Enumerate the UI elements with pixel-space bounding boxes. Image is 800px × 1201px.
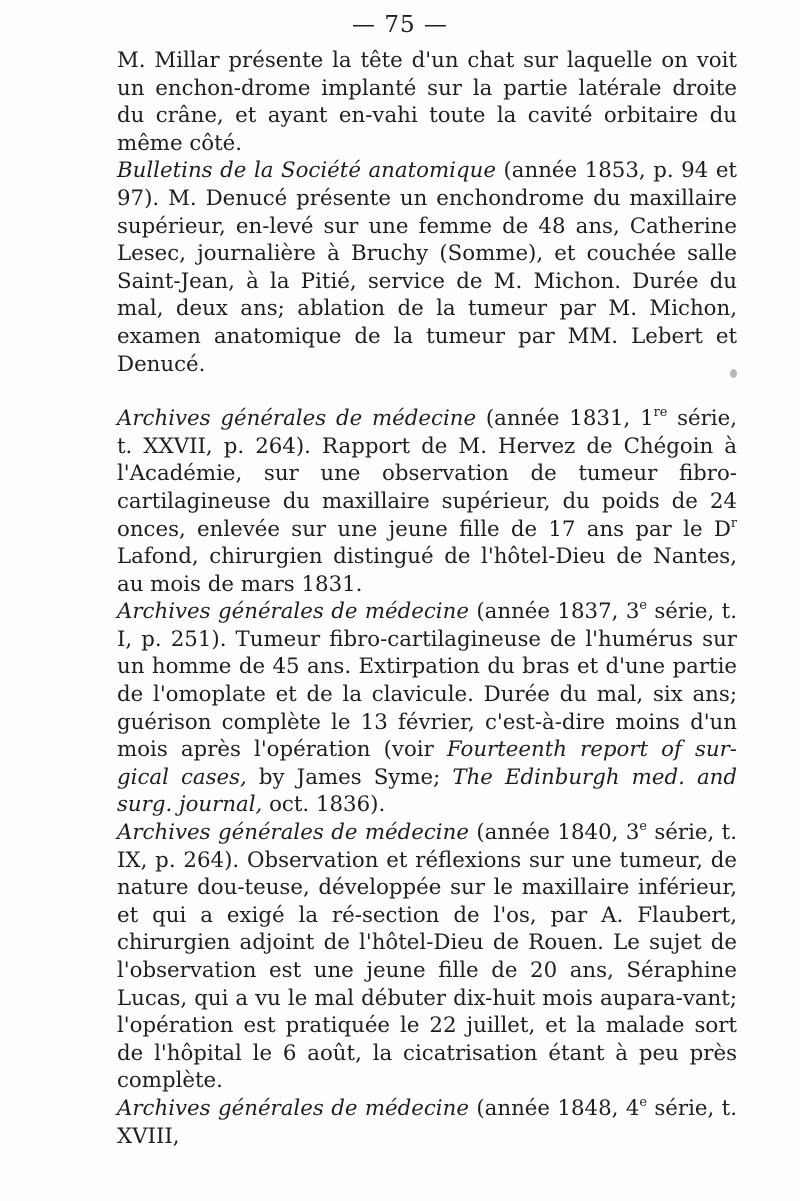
paragraph-bulletins: [117, 157, 737, 378]
superscript: re: [653, 405, 668, 421]
page-number: — 75 —: [352, 12, 448, 38]
paragraph-text: série, t. XVIII,: [117, 1095, 737, 1149]
paragraph-text: série, t. XXVII, p. 264). Rapport de M. Hervez de Chégoin à l'Académie, sur une observation de tumeur fibro-cartilagineuse du maxillaire supérieur, du poids de 24 onces, enlevée sur une jeune fille de 17 ans par le D: [117, 406, 737, 542]
publication-title: Bulletins de la Société anatomique: [117, 158, 496, 184]
superscript: e: [639, 598, 647, 614]
paragraph-archives-1848: [117, 1095, 737, 1150]
publication-title: The Edinburgh med. and surg. journal,: [117, 764, 737, 818]
paragraph-text: série, t. I, p. 251). Tumeur fibro-cartilagineuse de l'humérus sur un homme de 45 ans. Extirpation du bras et d'une partie de l'omoplate et de la clavicule. Durée du mal, six ans; guérison complète le 13 février, c'est-à-dire moins d'un mois après l'opération (voir: [117, 599, 737, 763]
publication-title: Archives générales de médecine: [117, 1095, 469, 1121]
superscript: e: [639, 819, 647, 835]
paragraph-text: (année 1848, 4: [468, 1095, 640, 1121]
publication-title: Archives générales de médecine: [117, 820, 469, 846]
paragraph-archives-1831: [117, 405, 737, 598]
publication-title: Fourteenth report of sur-gical cases,: [117, 737, 737, 790]
paragraph-text: (année 1837, 3: [468, 599, 640, 625]
publication-title: Archives générales de médecine: [117, 599, 469, 625]
paragraph-text: série, t. IX, p. 264). Observation et réflexions sur une tumeur, de nature dou-teuse, développée sur le maxillaire inférieur, et qui a exigé la ré-section de l'os, par A. Flaubert, chirurgien adjoint de l'hôtel-Dieu de Rouen. Le sujet de l'observation est une jeune fille de 20 ans, Séraphine Lucas, qui a vu le mal débuter dix-huit mois aupara-vant; l'opération est pratiquée le 22 juillet, et la malade sort de l'hôpital le 6 août, la cicatrisation étant à peu près complète.: [117, 820, 737, 1094]
ink-speck: [730, 369, 737, 378]
body-text: [117, 47, 737, 1150]
paragraph-text: oct. 1836).: [262, 792, 386, 818]
superscript: e: [639, 1095, 647, 1111]
paragraph-text: by James Syme;: [246, 764, 453, 790]
paragraph-text: (année 1853, p. 94 et 97). M. Denucé présente un enchondrome du maxillaire supérieur, en-levé sur une femme de 48 ans, Catherine Lesec, journalière à Bruchy (Somme), et couchée salle Saint-Jean, à la Pitié, service de M. Michon. Durée du mal, deux ans; ablation de la tumeur par M. Michon, examen anatomique de la tumeur par MM. Lebert et Denucé.: [117, 158, 737, 377]
publication-title: Archives générales de médecine: [117, 406, 477, 432]
paragraph-archives-1840: [117, 819, 737, 1095]
paragraph-millar: [117, 47, 737, 157]
paragraph-text: Lafond, chirurgien distingué de l'hôtel-Dieu de Nantes, au mois de mars 1831.: [117, 544, 737, 597]
paragraph-text: (année 1831, 1: [476, 406, 654, 432]
paragraph-archives-1837: [117, 598, 737, 819]
paragraph-text: (année 1840, 3: [468, 820, 640, 846]
superscript: r: [730, 515, 737, 531]
paragraph-text: M. Millar présente la tête d'un chat sur laquelle on voit un enchon-drome implanté sur la partie latérale droite du crâne, et ayant en-vahi toute la cavité orbitaire du même côté.: [117, 48, 737, 156]
